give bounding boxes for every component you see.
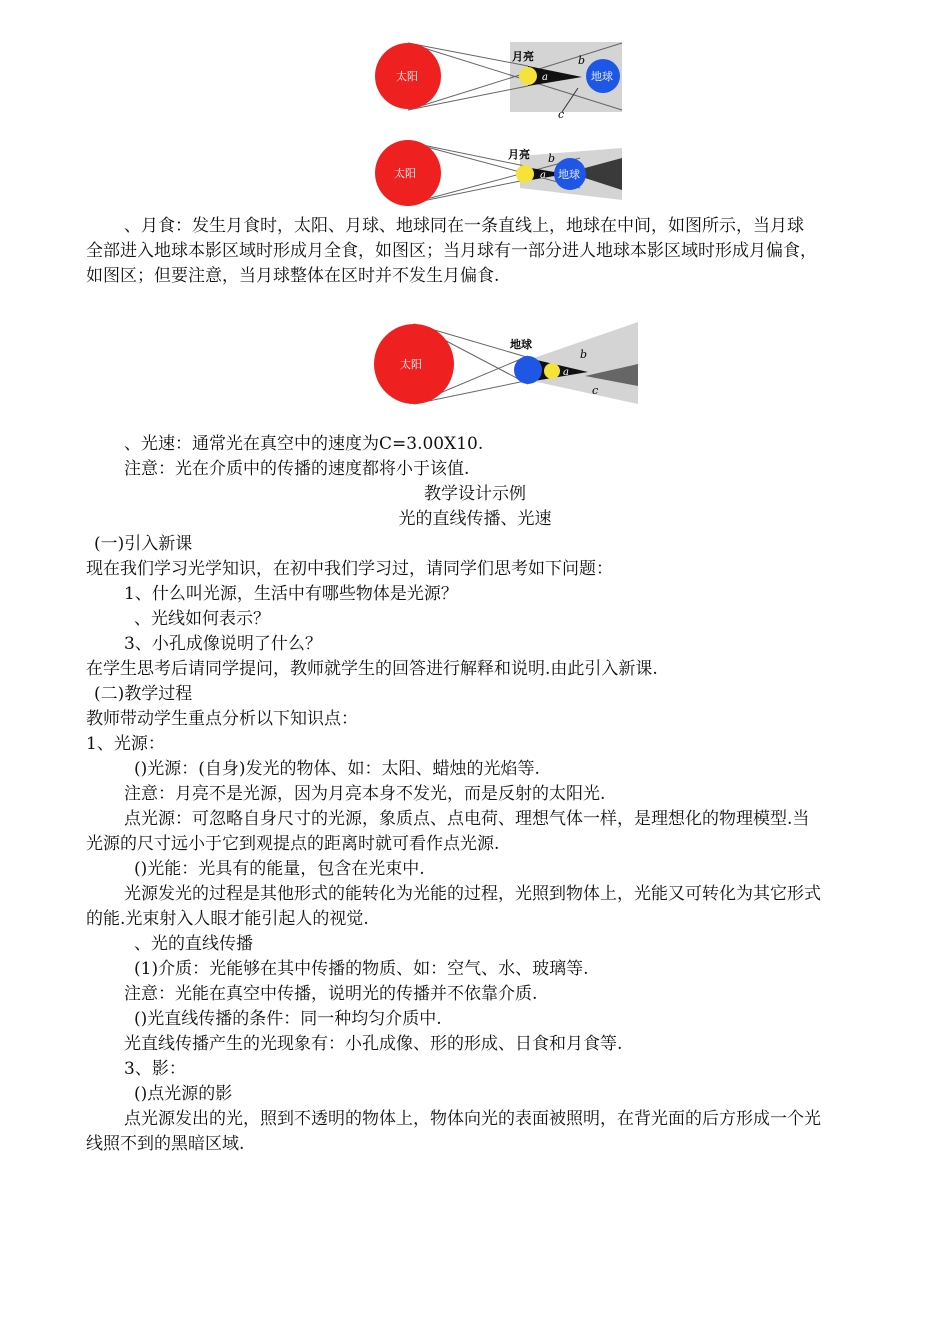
sun-label: 太阳: [394, 167, 416, 180]
paragraph-line: ()光源：(自身)发光的物体、如：太阳、蜡烛的光焰等.: [134, 759, 540, 779]
moon-icon: [544, 363, 560, 379]
paragraph-line: 、光线如何表示？: [134, 609, 270, 629]
sun-label: 太阳: [396, 70, 418, 83]
paragraph-line: 教师带动学生重点分析以下知识点：: [86, 709, 358, 729]
paragraph-line: 点光源：可忽略自身尺寸的光源，象质点、点电荷、理想气体一样，是理想化的物理模型.当: [124, 809, 810, 829]
paragraph-line: ()光能：光具有的能量，包含在光束中.: [134, 859, 425, 879]
paragraph-line: 1、光源：: [86, 734, 165, 754]
paragraph-line: 、月食：发生月食时，太阳、月球、地球同在一条直线上，地球在中间，如图所示，当月球: [124, 216, 804, 236]
paragraph-line: 现在我们学习光学知识，在初中我们学习过，请同学们思考如下问题：: [86, 559, 613, 579]
mark-b: b: [580, 348, 588, 361]
paragraph-line: ()点光源的影: [134, 1084, 233, 1104]
paragraph-line: 、光的直线传播: [134, 934, 253, 954]
mark-a: a: [563, 367, 569, 378]
mark-c: c: [558, 108, 565, 120]
paragraph-line: 注意：光能在真空中传播，说明光的传播并不依靠介质.: [124, 984, 538, 1004]
paragraph-line: 3、小孔成像说明了什么？: [124, 634, 322, 654]
paragraph-line: 光源发光的过程是其他形式的能转化为光能的过程，光照到物体上，光能又可转化为其它形式: [124, 884, 821, 904]
paragraph-line: 、光速：通常光在真空中的速度为C=3.00X10.: [124, 434, 484, 454]
paragraph-line: 注意：光在介质中的传播的速度都将小于该值.: [124, 459, 470, 479]
paragraph-line: (二)教学过程: [94, 684, 193, 704]
paragraph-line: 点光源发出的光，照到不透明的物体上，物体向光的表面被照明，在背光面的后方形成一个光: [124, 1109, 821, 1129]
paragraph-line: 如图区；但要注意，当月球整体在区时并不发生月偏食.: [86, 266, 500, 286]
moon-icon: [516, 165, 534, 183]
paragraph-line: 1、什么叫光源，生活中有哪些物体是光源？: [124, 584, 458, 604]
mark-b: b: [578, 54, 586, 67]
lunar-eclipse-figure: [370, 318, 640, 410]
paragraph-line: 3、影：: [124, 1059, 186, 1079]
solar-eclipse-figure-1: [370, 38, 628, 120]
earth-label: 地球: [558, 168, 580, 181]
earth-label: 地球: [591, 70, 613, 83]
mark-c: c: [592, 384, 599, 397]
paragraph-line: 光源的尺寸远小于它到观提点的距离时就可看作点光源.: [86, 834, 500, 854]
paragraph-line: 线照不到的黑暗区域.: [86, 1134, 245, 1154]
section-subheading: 光的直线传播、光速: [398, 509, 552, 529]
moon-icon: [519, 67, 537, 85]
sun-label: 太阳: [400, 358, 422, 371]
earth-label: 地球: [510, 338, 532, 351]
section-heading: 教学设计示例: [424, 484, 526, 504]
earth-icon: [514, 356, 542, 384]
mark-a: a: [542, 72, 548, 83]
moon-label: 月亮: [508, 148, 530, 161]
mark-b: b: [548, 152, 556, 165]
moon-label: 月亮: [512, 50, 534, 63]
solar-eclipse-figure-2: [370, 138, 628, 210]
paragraph-line: ()光直线传播的条件：同一种均匀介质中.: [134, 1009, 442, 1029]
paragraph-line: 的能.光束射入人眼才能引起人的视觉.: [86, 909, 369, 929]
paragraph-line: (一)引入新课: [94, 534, 193, 554]
mark-a: a: [540, 170, 546, 181]
paragraph-line: 在学生思考后请同学提问，教师就学生的回答进行解释和说明.由此引入新课.: [86, 659, 658, 679]
paragraph-line: (1)介质：光能够在其中传播的物质、如：空气、水、玻璃等.: [134, 959, 589, 979]
paragraph-line: 注意：月亮不是光源，因为月亮本身不发光，而是反射的太阳光.: [124, 784, 606, 804]
paragraph-line: 全部进入地球本影区域时形成月全食，如图区；当月球有一部分进人地球本影区域时形成月偏食，: [86, 241, 817, 261]
paragraph-line: 光直线传播产生的光现象有：小孔成像、形的形成、日食和月食等.: [124, 1034, 623, 1054]
